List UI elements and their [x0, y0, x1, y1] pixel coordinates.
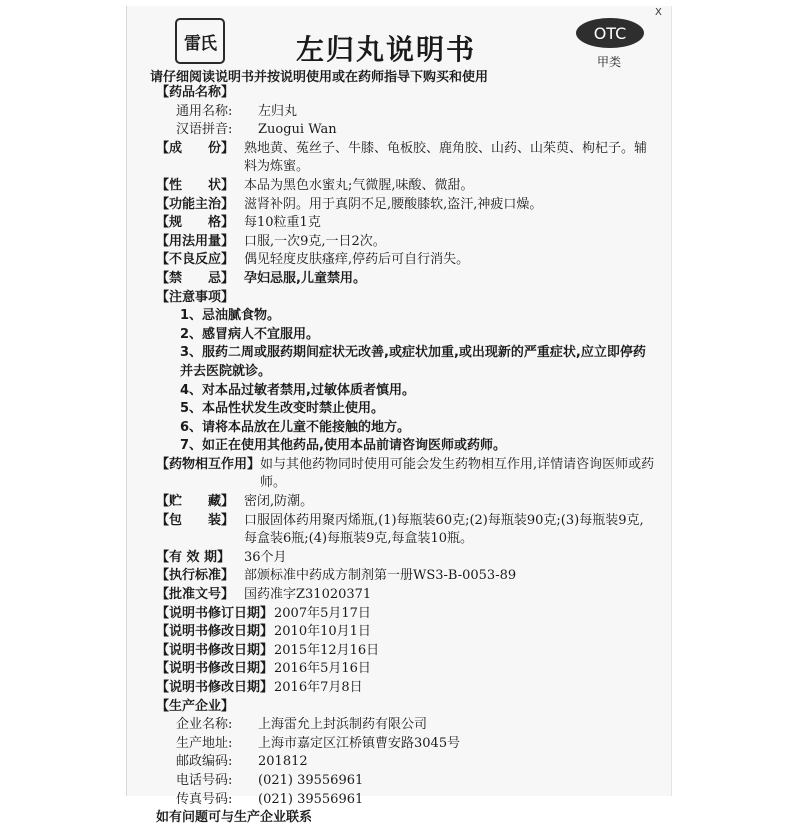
adverse-row: 【不良反应】 偶见轻度皮肤瘙痒,停药后可自行消失。 [156, 252, 470, 268]
indications-row: 【功能主治】 滋肾补阴。用于真阴不足,腰酸膝软,盗汗,神疲口燥。 [156, 196, 543, 212]
usage-row: 【用法用量】 口服,一次9克,一日2次。 [156, 233, 386, 249]
revision-date-row: 【说明书修改日期】 2010年10月1日 [156, 624, 371, 640]
address-row: 生产地址: 上海市嘉定区江桥镇曹安路3045号 [176, 735, 461, 751]
corner-mark: X [655, 7, 662, 18]
contraindication-row: 【禁 忌】 孕妇忌服,儿童禁用。 [156, 270, 366, 286]
precaution-item: 7、如正在使用其他药品,使用本品前请咨询医师或药师。 [180, 438, 506, 454]
brand-logo [175, 18, 225, 64]
package-row: 【包 装】 口服固体药用聚丙烯瓶,(1)每瓶装60克;(2)每瓶装90克;(3)每瓶装9克,每盒装6瓶;(4)每瓶装9克,每盒装10瓶。 [156, 512, 644, 547]
page-title: 左归丸说明书 [296, 33, 477, 66]
section-precautions: 【注意事项】 [156, 289, 235, 305]
postcode-row: 邮政编码: 201812 [176, 754, 308, 770]
fax-row: 传真号码: (021) 39556961 [176, 791, 364, 807]
spec-row: 【规 格】 每10粒重1克 [156, 215, 321, 231]
revision-date-row: 【说明书修订日期】 2007年5月17日 [156, 605, 371, 621]
brand-mark-text: 雷氏 [184, 33, 216, 54]
leaflet-content [156, 84, 656, 828]
standard-row: 【执行标准】 部颁标准中药成方制剂第一册WS3-B-0053-89 [156, 568, 517, 584]
otc-class-label: 甲类 [597, 55, 622, 69]
precaution-item: 2、感冒病人不宜服用。 [180, 326, 320, 342]
section-manufacturer: 【生产企业】 [156, 698, 235, 714]
properties-row: 【性 状】 本品为黑色水蜜丸;气微腥,味酸、微甜。 [156, 177, 474, 193]
phone-row: 电话号码: (021) 39556961 [176, 772, 364, 788]
interaction-row: 【药物相互作用】 如与其他药物同时使用可能会发生药物相互作用,详情请咨询医师或药师。 [156, 456, 655, 491]
precaution-item: 6、请将本品放在儿童不能接触的地方。 [180, 419, 411, 435]
contact-footer: 如有问题可与生产企业联系 [156, 810, 313, 826]
storage-row: 【贮 藏】 密闭,防潮。 [156, 494, 314, 510]
pinyin-row: 汉语拼音: Zuogui Wan [176, 122, 337, 138]
precaution-item: 4、对本品过敏者禁用,过敏体质者慎用。 [180, 382, 415, 398]
validity-row: 【有 效 期】 36个月 [156, 549, 287, 565]
ingredients-row: 【成 份】 熟地黄、菟丝子、牛膝、龟板胶、鹿角胶、山药、山茱萸、枸杞子。辅料为炼蜜。 [156, 140, 648, 175]
revision-date-row: 【说明书修改日期】 2015年12月16日 [156, 642, 380, 658]
company-name-row: 企业名称: 上海雷允上封浜制药有限公司 [176, 717, 428, 733]
precaution-item: 1、忌油腻食物。 [180, 308, 281, 324]
approval-row: 【批准文号】 国药准字Z31020371 [156, 587, 372, 603]
usage-notice: 请仔细阅读说明书并按说明使用或在药师指导下购买和使用 [150, 70, 489, 85]
revision-date-row: 【说明书修改日期】 2016年7月8日 [156, 680, 363, 695]
section-drug-name: 【药品名称】 [156, 85, 235, 100]
otc-badge: OTC [576, 18, 644, 48]
precaution-item: 3、服药二周或服药期间症状无改善,或症状加重,或出现新的严重症状,应立即停药并去医院就诊。 [180, 345, 646, 379]
revision-date-row: 【说明书修改日期】 2016年5月16日 [156, 661, 371, 677]
precaution-item: 5、本品性状发生改变时禁止使用。 [180, 401, 385, 417]
generic-name-row: 通用名称: 左归丸 [176, 103, 298, 119]
